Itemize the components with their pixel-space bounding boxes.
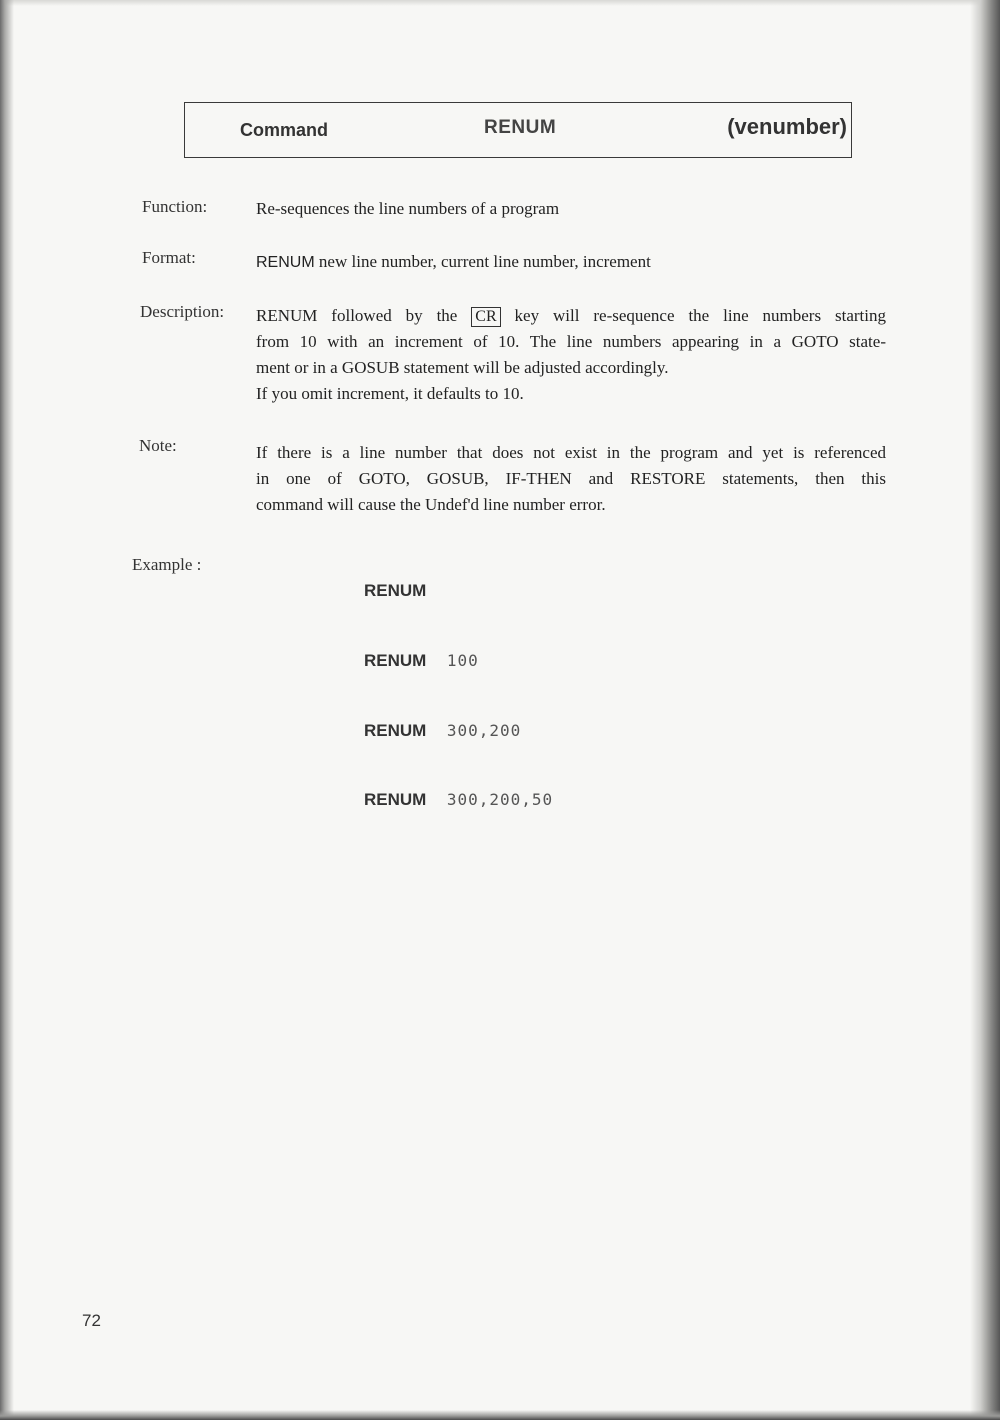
function-label: Function: (142, 197, 208, 216)
format-arguments: new line number, current line number, increment (318, 252, 651, 271)
format-text-line (256, 249, 886, 276)
note-text (256, 440, 886, 518)
function-text (256, 196, 886, 222)
format-text (256, 249, 886, 276)
format-keyword: RENUM (256, 254, 315, 271)
page-edge-bottom (0, 1410, 1000, 1420)
example-3-args: 300,200 (446, 721, 522, 740)
example-1-keyword: RENUM (364, 581, 427, 600)
example-2-args: 100 (446, 651, 479, 670)
page-edge-right (970, 0, 1000, 1420)
page-edge-top (0, 0, 1000, 6)
example-line-4 (364, 790, 553, 810)
header-command-name: RENUM (484, 117, 557, 138)
header-pronunciation: (venumber) (727, 114, 847, 139)
example-line-1 (364, 581, 426, 601)
example-label: Example : (132, 555, 202, 574)
command-header-box (184, 102, 852, 158)
description-line-3: ment or in a GOSUB statement will be adjusted accordingly. (256, 358, 669, 377)
example-line-2 (364, 651, 479, 671)
description-line-1a: RENUM followed by the (256, 306, 458, 325)
example-2-keyword: RENUM (364, 651, 427, 670)
note-label: Note: (139, 436, 177, 455)
note-line-1: If there is a line number that does not exist in the program and yet is referenced (256, 443, 886, 462)
page-edge-left (0, 0, 14, 1420)
description-label: Description: (140, 302, 225, 321)
format-label: Format: (142, 248, 196, 267)
example-4-args: 300,200,50 (446, 790, 554, 809)
description-line-2: from 10 with an increment of 10. The line numbers appearing in a GOTO state- (256, 332, 886, 351)
page-number: 72 (82, 1311, 101, 1330)
description-line-1b: key will re-sequence the line numbers starting (514, 306, 886, 325)
example-3-keyword: RENUM (364, 721, 427, 740)
description-text (256, 303, 886, 407)
example-line-3 (364, 721, 521, 741)
description-line-4: If you omit increment, it defaults to 10. (256, 384, 524, 403)
note-line-2: in one of GOTO, GOSUB, IF-THEN and RESTORE statements, then this (256, 469, 886, 488)
example-4-keyword: RENUM (364, 790, 427, 809)
description-line-1 (256, 303, 886, 329)
note-line-3: command will cause the Undef'd line number error. (256, 495, 606, 514)
header-kind: Command (240, 120, 329, 140)
function-text-line: Re-sequences the line numbers of a program (256, 199, 560, 218)
cr-key-box: CR (471, 307, 500, 327)
